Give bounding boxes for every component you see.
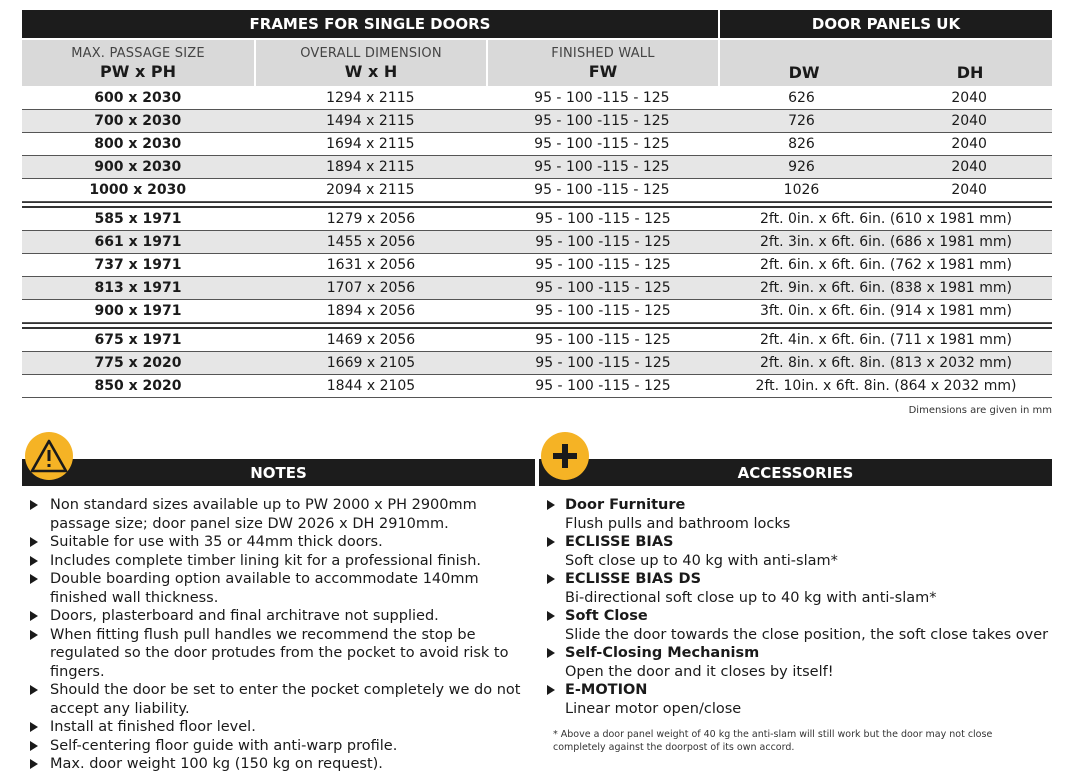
note-item (30, 626, 535, 682)
overall-dimension-cell: 1707 x 2056 (326, 280, 416, 296)
finished-wall-cell: 95 - 100 -115 - 125 (534, 90, 670, 106)
table-row (22, 156, 1052, 179)
col-header-sub: MAX. PASSAGE SIZE (71, 45, 205, 61)
note-item (30, 607, 535, 626)
accessory-item (547, 607, 1052, 644)
accessory-description: Linear motor open/close (565, 700, 742, 717)
door-panel-cell: 2ft. 9in. x 6ft. 6in. (838 x 1981 mm) (759, 280, 1013, 296)
bullet-arrow-icon (30, 537, 38, 547)
overall-dimension-cell: 1294 x 2115 (326, 90, 415, 106)
warning-icon (25, 432, 73, 480)
door-panel-cell: 2ft. 8in. x 6ft. 8in. (813 x 2032 mm) (759, 355, 1013, 371)
col-header-main: FW (588, 61, 618, 81)
accessory-description: Bi-directional soft close up to 40 kg with anti-slam* (565, 589, 937, 606)
door-height-cell: 2040 (951, 136, 987, 152)
passage-size-cell: 737 x 1971 (94, 257, 182, 273)
table-row (22, 110, 1052, 133)
overall-dimension-cell: 1455 x 2056 (326, 234, 416, 250)
accessory-item (547, 570, 1052, 607)
notes-header: NOTES (22, 459, 535, 486)
col-header-finished-wall (488, 40, 718, 86)
panels-title: DOOR PANELS UK (720, 10, 1052, 38)
passage-size-cell: 1000 x 2030 (89, 182, 187, 198)
col-header-panels (720, 40, 1052, 86)
passage-size-cell: 585 x 1971 (94, 211, 182, 227)
table-row (22, 352, 1052, 375)
door-height-cell: 2040 (951, 113, 987, 129)
passage-size-cell: 850 x 2020 (94, 378, 182, 394)
bullet-arrow-icon (30, 685, 38, 695)
door-panel-cell: 2ft. 0in. x 6ft. 6in. (610 x 1981 mm) (759, 211, 1013, 227)
door-width-cell: 726 (788, 113, 815, 129)
door-panel-cell: 3ft. 0in. x 6ft. 6in. (914 x 1981 mm) (759, 303, 1013, 319)
col-header-dw: DW (788, 63, 820, 82)
bullet-arrow-icon (30, 722, 38, 732)
note-text: Double boarding option available to accommodate 140mm finished wall thickness. (50, 571, 479, 606)
note-item (30, 570, 535, 607)
bullet-arrow-icon (30, 611, 38, 621)
bullet-arrow-icon (547, 537, 555, 547)
door-height-cell: 2040 (951, 182, 987, 198)
bullet-arrow-icon (547, 500, 555, 510)
overall-dimension-cell: 1279 x 2056 (326, 211, 416, 227)
bullet-arrow-icon (30, 500, 38, 510)
finished-wall-cell: 95 - 100 -115 - 125 (535, 280, 671, 296)
col-header-main: W x H (344, 61, 398, 81)
door-height-cell: 2040 (951, 90, 987, 106)
finished-wall-cell: 95 - 100 -115 - 125 (535, 378, 671, 394)
table-title-row (22, 10, 1052, 38)
door-panel-cell: 2ft. 4in. x 6ft. 6in. (711 x 1981 mm) (759, 332, 1013, 348)
table-row (22, 179, 1052, 202)
finished-wall-cell: 95 - 100 -115 - 125 (534, 182, 670, 198)
col-header-sub: OVERALL DIMENSION (300, 45, 442, 61)
finished-wall-cell: 95 - 100 -115 - 125 (535, 211, 671, 227)
note-text: Self-centering floor guide with anti-warp profile. (50, 737, 398, 754)
col-header-passage (22, 40, 254, 86)
bullet-arrow-icon (30, 630, 38, 640)
finished-wall-cell: 95 - 100 -115 - 125 (535, 234, 671, 250)
table-row (22, 208, 1052, 231)
bullet-arrow-icon (547, 648, 555, 658)
table-row (22, 87, 1052, 110)
accessory-title: ECLISSE BIAS DS (565, 571, 702, 587)
table-row (22, 329, 1052, 352)
column-header-row (22, 40, 1052, 86)
table-row (22, 133, 1052, 156)
bullet-arrow-icon (30, 759, 38, 769)
accessory-item (547, 533, 1052, 570)
table-row (22, 375, 1052, 398)
door-panel-cell: 2ft. 6in. x 6ft. 6in. (762 x 1981 mm) (759, 257, 1013, 273)
note-text: Includes complete timber lining kit for a professional finish. (50, 552, 482, 569)
dimensions-note: Dimensions are given in mm (908, 405, 1052, 416)
overall-dimension-cell: 1494 x 2115 (326, 113, 415, 129)
table-row (22, 231, 1052, 254)
passage-size-cell: 813 x 1971 (94, 280, 182, 296)
note-item (30, 681, 535, 718)
passage-size-cell: 775 x 2020 (94, 355, 182, 371)
accessory-title: ECLISSE BIAS (565, 534, 674, 550)
overall-dimension-cell: 1894 x 2115 (326, 159, 415, 175)
accessories-list (547, 496, 1052, 718)
door-width-cell: 926 (788, 159, 815, 175)
door-panel-cell: 2ft. 3in. x 6ft. 6in. (686 x 1981 mm) (759, 234, 1013, 250)
accessory-description: Slide the door towards the close position, the soft close takes over (565, 626, 1049, 643)
note-text: Suitable for use with 35 or 44mm thick doors. (50, 534, 383, 550)
note-text: Should the door be set to enter the pocket completely we do not accept any liability. (50, 682, 521, 717)
note-item (30, 755, 535, 772)
overall-dimension-cell: 1894 x 2056 (326, 303, 416, 319)
passage-size-cell: 700 x 2030 (94, 113, 182, 129)
plus-icon (541, 432, 589, 480)
passage-size-cell: 900 x 1971 (94, 303, 182, 319)
col-header-main: PW x PH (100, 61, 176, 81)
note-text: Non standard sizes available up to PW 2000 x PH 2900mm passage size; door panel size DW 2026 x DH 2910mm. (50, 497, 477, 532)
note-item (30, 737, 535, 756)
passage-size-cell: 800 x 2030 (94, 136, 182, 152)
passage-size-cell: 900 x 2030 (94, 159, 182, 175)
finished-wall-cell: 95 - 100 -115 - 125 (535, 355, 671, 371)
table-body (22, 87, 1052, 398)
table-row (22, 300, 1052, 323)
note-item (30, 552, 535, 571)
passage-size-cell: 600 x 2030 (94, 90, 182, 106)
door-width-cell: 1026 (783, 182, 820, 198)
bullet-arrow-icon (547, 574, 555, 584)
door-height-cell: 2040 (951, 159, 987, 175)
note-item (30, 533, 535, 552)
finished-wall-cell: 95 - 100 -115 - 125 (535, 257, 671, 273)
passage-size-cell: 661 x 1971 (94, 234, 182, 250)
overall-dimension-cell: 1469 x 2056 (326, 332, 416, 348)
door-panel-cell: 2ft. 10in. x 6ft. 8in. (864 x 2032 mm) (755, 378, 1017, 394)
note-item (30, 718, 535, 737)
note-text: Max. door weight 100 kg (150 kg on request). (50, 756, 383, 772)
overall-dimension-cell: 1631 x 2056 (326, 257, 416, 273)
finished-wall-cell: 95 - 100 -115 - 125 (534, 113, 670, 129)
frames-table (22, 10, 1052, 398)
note-item (30, 496, 535, 533)
finished-wall-cell: 95 - 100 -115 - 125 (534, 136, 670, 152)
accessory-item (547, 644, 1052, 681)
door-width-cell: 626 (788, 90, 815, 106)
accessory-item (547, 681, 1052, 718)
col-header-sub: FINISHED WALL (551, 45, 655, 61)
note-text: When fitting flush pull handles we recommend the stop be regulated so the door protudes from the pocket to avoid risk to fingers. (50, 626, 509, 680)
overall-dimension-cell: 1694 x 2115 (326, 136, 415, 152)
table-row (22, 254, 1052, 277)
note-text: Doors, plasterboard and final architrave not supplied. (50, 608, 439, 624)
bullet-arrow-icon (547, 685, 555, 695)
accessory-title: E-MOTION (565, 682, 648, 698)
accessory-title: Soft Close (565, 608, 648, 624)
accessory-title: Door Furniture (565, 497, 686, 513)
accessory-title: Self-Closing Mechanism (565, 645, 760, 661)
accessory-description: Flush pulls and bathroom locks (565, 515, 791, 532)
note-text: Install at finished floor level. (50, 719, 256, 735)
accessory-item (547, 496, 1052, 533)
finished-wall-cell: 95 - 100 -115 - 125 (535, 332, 671, 348)
accessory-description: Soft close up to 40 kg with anti-slam* (565, 552, 838, 569)
accessories-header: ACCESSORIES (539, 459, 1052, 486)
notes-list (30, 496, 535, 772)
bullet-arrow-icon (547, 611, 555, 621)
overall-dimension-cell: 2094 x 2115 (326, 182, 415, 198)
frames-title: FRAMES FOR SINGLE DOORS (22, 10, 718, 38)
finished-wall-cell: 95 - 100 -115 - 125 (535, 303, 671, 319)
bullet-arrow-icon (30, 574, 38, 584)
col-header-dh: DH (956, 63, 984, 82)
overall-dimension-cell: 1844 x 2105 (326, 378, 416, 394)
overall-dimension-cell: 1669 x 2105 (326, 355, 416, 371)
accessories-footnote: * Above a door panel weight of 40 kg the anti-slam will still work but the door may not close completely against the doorpost of its own accord. (553, 729, 993, 753)
accessory-description: Open the door and it closes by itself! (565, 663, 834, 680)
finished-wall-cell: 95 - 100 -115 - 125 (534, 159, 670, 175)
bullet-arrow-icon (30, 556, 38, 566)
door-width-cell: 826 (788, 136, 815, 152)
col-header-overall (256, 40, 486, 86)
passage-size-cell: 675 x 1971 (94, 332, 182, 348)
bullet-arrow-icon (30, 741, 38, 751)
table-row (22, 277, 1052, 300)
